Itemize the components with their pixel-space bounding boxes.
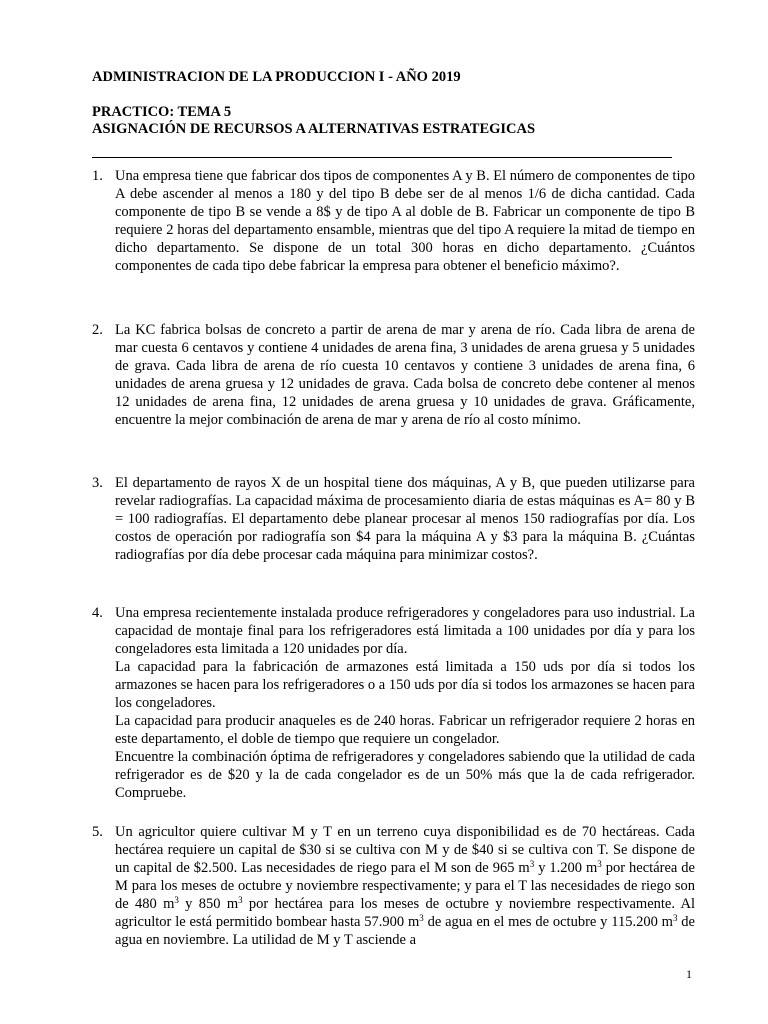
problem-paragraph: La capacidad para producir anaqueles es de 240 horas. Fabricar un refrigerador requiere 2 horas en este departamento, el doble de tiempo que requiere un congelador. — [115, 713, 695, 747]
problem-2 — [92, 321, 695, 429]
text-segment: de agua en noviembre. La utilidad de M y T asciende a — [115, 914, 695, 948]
text-segment: por hectárea de M para los meses de octubre y noviembre respectivamente; y para el T las necesidades de riego son de 480 m — [115, 860, 695, 912]
superscript: 3 — [597, 859, 602, 869]
problem-text — [115, 823, 695, 949]
subject-title: ASIGNACIÓN DE RECURSOS A ALTERNATIVAS ESTRATEGICAS — [92, 121, 536, 137]
problem-text: La KC fabrica bolsas de concreto a partir de arena de mar y arena de río. Cada libra de arena de mar cuesta 6 centavos y contiene 4 unidades de arena fina, 3 unidades de arena gruesa y 5 unidades de grava. Cada libra de arena de río cuesta 10 centavos y contiene 3 unidades de arena fina, 6 unidades de arena gruesa y 12 unidades de grava. Cada bolsa de concreto debe contener al menos 12 unidades de arena fina, 12 unidades de arena gruesa y 10 unidades de grava. Gráficamente, encuentre la mejor combinación de arena de mar y arena de río al costo mínimo. — [115, 322, 695, 428]
problem-text — [115, 604, 695, 802]
problem-paragraph: Una empresa recientemente instalada produce refrigeradores y congeladores para uso industrial. La capacidad de montaje final para los refrigeradores está limitada a 100 unidades por día y para los congeladores esta limitada a 120 unidades por día. — [115, 605, 695, 657]
page-number: 1 — [686, 967, 692, 981]
text-segment: Un agricultor quiere cultivar M y T en un terreno cuya disponibilidad es de 70 hectáreas. Cada hectárea requiere un capital de $30 si se cultiva con M y de $40 si se cultiva con T. Se dispone de un capital de $2.500. Las necesidades de riego para el M son de 965 m — [115, 824, 695, 876]
superscript: 3 — [238, 895, 243, 905]
problem-4 — [92, 604, 695, 802]
text-segment: por hectárea para los meses de octubre y noviembre respectivamente. Al agricultor le está permitido bombear hasta 57.900 m — [115, 896, 696, 930]
course-title: ADMINISTRACION DE LA PRODUCCION I - AÑO 2019 — [92, 69, 461, 85]
problem-number: 4. — [92, 605, 103, 621]
problem-number: 2. — [92, 322, 103, 338]
problem-text: Una empresa tiene que fabricar dos tipos de componentes A y B. El número de componentes de tipo A debe ascender al menos a 180 y del tipo B debe ser de al menos 1/6 de dicha cantidad. Cada componente de tipo B se vende a 8$ y de tipo A al doble de B. Fabricar un componente de tipo B requiere 2 horas del departamento ensamble, mientras que del tipo A requiere la mitad de tiempo en dicho departamento. Se dispone de un total 300 horas en dicho departamento. ¿Cuántos componentes de cada tipo debe fabricar la empresa para obtener el beneficio máximo?. — [115, 168, 695, 274]
superscript: 3 — [529, 859, 535, 869]
text-segment: y 1.200 m — [534, 860, 598, 876]
problem-text: El departamento de rayos X de un hospital tiene dos máquinas, A y B, que pueden utilizarse para revelar radiografías. La capacidad máxima de procesamiento diaria de estas máquinas es A= 80 y B = 100 radiografías. El departamento debe planear procesar al menos 150 radiografías por día. Los costos de operación por radiografía son $4 para la máquina A y $3 para la máquina B. ¿Cuántas radiografías por día debe procesar cada máquina para minimizar costos?. — [115, 475, 695, 563]
problem-number: 5. — [92, 824, 103, 840]
header-divider — [92, 157, 672, 158]
problem-number: 1. — [92, 168, 103, 184]
problem-paragraph: Encuentre la combinación óptima de refrigeradores y congeladores sabiendo que la utilidad de cada refrigerador es de $20 y la de cada congelador es de un 50% más que la de cada refrigerador. Compruebe. — [115, 749, 695, 801]
problem-1 — [92, 167, 695, 275]
superscript: 3 — [419, 913, 424, 923]
superscript: 3 — [672, 913, 678, 923]
problem-5 — [92, 823, 695, 949]
superscript: 3 — [174, 895, 179, 905]
problem-number: 3. — [92, 475, 103, 491]
practice-title: PRACTICO: TEMA 5 — [92, 104, 232, 120]
text-segment: de agua en el mes de octubre y 115.200 m — [423, 914, 673, 930]
problem-paragraph: La capacidad para la fabricación de armazones está limitada a 150 uds por día si todos los armazones se hacen para los refrigeradores o a 150 uds por día si todos los armazones se hacen para los congeladores. — [115, 659, 695, 711]
problem-3 — [92, 474, 695, 564]
text-segment: y 850 m — [178, 896, 239, 912]
